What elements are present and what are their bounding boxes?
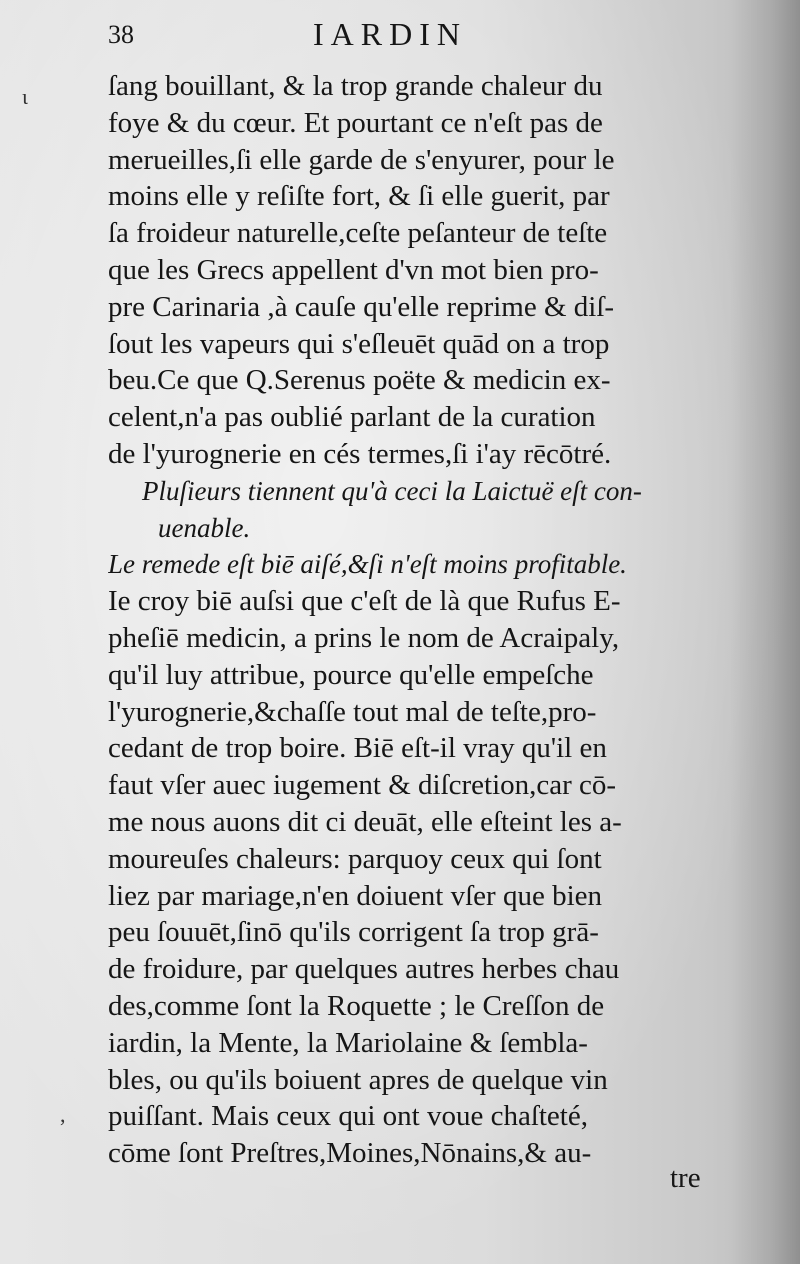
page-number: 38 (108, 20, 134, 49)
text-line: qu'il luy attribue, pource qu'elle empeſche (108, 658, 594, 691)
text-line: me nous auons dit ci deuāt, elle eſteint les a- (108, 805, 622, 838)
text-line: foye & du cœur. Et pourtant ce n'eſt pas de (108, 106, 603, 139)
text-line: merueilles,ſi elle garde de s'enyurer, pour le (108, 143, 615, 176)
text-block (108, 68, 720, 1172)
text-line: Ie croy biē auſsi que c'eſt de là que Rufus E- (108, 585, 621, 618)
text-line: bles, ou qu'ils boiuent apres de quelque vin (108, 1063, 608, 1096)
text-line: de froidure, par quelques autres herbes chau (108, 953, 620, 986)
text-line: beu.Ce que Q.Serenus poëte & medicin ex- (108, 364, 611, 397)
text-line: cōme ſont Preſtres,Moines,Nōnains,& au- (108, 1137, 592, 1170)
text-line: Le remede eſt biē aiſé,&ſi n'eſt moins profitable. (108, 549, 627, 580)
text-line: iardin, la Mente, la Mariolaine & ſembla- (108, 1026, 588, 1059)
text-line: moins elle y reſiſte fort, & ſi elle guerit, par (108, 180, 610, 213)
page-edge-shadow (730, 0, 800, 1264)
margin-mark-dot: ɩ (22, 84, 28, 109)
text-line: que les Grecs appellent d'vn mot bien pro- (108, 253, 599, 286)
text-line: liez par mariage,n'en doiuent vſer que bien (108, 879, 602, 912)
text-line: celent,n'a pas oublié parlant de la curation (108, 401, 596, 434)
text-line: moureuſes chaleurs: parquoy ceux qui ſont (108, 842, 602, 875)
text-line: pheſiē medicin, a prins le nom de Acraipaly, (108, 621, 620, 654)
margin-mark-comma: , (60, 1102, 66, 1127)
text-line: puiſſant. Mais ceux qui ont voue chaſteté, (108, 1100, 588, 1133)
text-line: des,comme ſont la Roquette ; le Creſſon de (108, 989, 605, 1022)
text-line: de l'yurognerie en cés termes,ſi i'ay rēcōtré. (108, 437, 612, 470)
text-line: ſout les vapeurs qui s'eſleuēt quād on a trop (108, 327, 610, 360)
text-line: cedant de trop boire. Biē eſt-il vray qu'il en (108, 732, 607, 765)
text-line: ſang bouillant, & la trop grande chaleur du (108, 70, 603, 102)
text-line: uenable. (158, 512, 251, 543)
page-header (108, 16, 708, 62)
text-line: Pluſieurs tiennent qu'à ceci la Laictuë eſt con- (142, 475, 642, 506)
text-line: peu ſouuēt,ſinō qu'ils corrigent ſa trop grā- (108, 916, 599, 949)
text-line: l'yurognerie,&chaſſe tout mal de teſte,pro- (108, 695, 597, 728)
text-line: ſa froideur naturelle,ceſte peſanteur de teſte (108, 217, 608, 250)
catchword: tre (670, 1162, 701, 1194)
running-title: IARDIN (313, 16, 467, 52)
text-line: pre Carinaria ,à cauſe qu'elle reprime & diſ- (108, 290, 615, 323)
text-line: faut vſer auec iugement & diſcretion,car cō- (108, 769, 617, 802)
